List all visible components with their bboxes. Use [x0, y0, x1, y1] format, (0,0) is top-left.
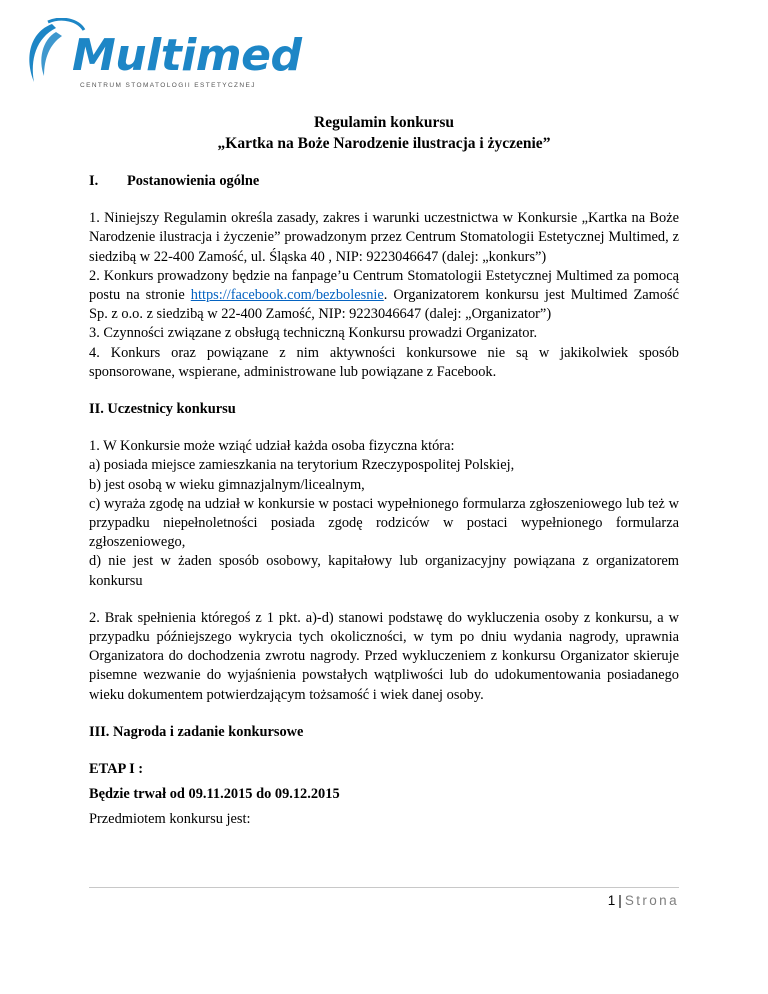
section-1-point-4: 4. Konkurs oraz powiązane z nim aktywności konkursowe nie są w jakikolwiek sposób sponsorowane, wspierane, administrowane lub powiązane z Facebook. [89, 344, 679, 380]
section-1-point-1: 1. Niniejszy Regulamin określa zasady, zakres i warunki uczestnictwa w Konkursie „Kartka na Boże Narodzenie ilustracja i życzenie” prowadzonym przez Centrum Stomatologii Estetycznej Multimed, z siedzibą w 22-400 Zamość, ul. Śląska 40 , NIP: 9223046647 (dalej: „konkurs”) [89, 210, 679, 265]
section-2-heading: II. Uczestnicy konkursu [89, 401, 236, 418]
page-footer [608, 893, 679, 908]
footer-divider [89, 887, 679, 888]
contest-subject: Przedmiotem konkursu jest: [89, 811, 251, 828]
section-2-body [89, 437, 679, 591]
section-2-item-d: d) nie jest w żaden sposób osobowy, kapitałowy lub organizacyjny powiązana z organizatorem konkursu [89, 553, 679, 589]
page-number: 1 [607, 893, 616, 908]
document-body [89, 112, 679, 830]
section-2-item-c: c) wyraża zgodę na udział w konkursie w postaci wypełnionego formularza zgłoszeniowego lub też w przypadku niepełnoletności posiada zgodę rodziców w postaci wypełnionego formularza zgłoszeniowego, [89, 495, 679, 551]
stage-label: ETAP I : [89, 761, 144, 778]
document-title: Regulamin konkursu [314, 114, 454, 131]
section-3-heading: III. Nagroda i zadanie konkursowe [89, 723, 304, 740]
section-2-intro: 1. W Konkursie może wziąć udział każda osoba fizyczna która: [89, 438, 455, 455]
section-1-body [89, 209, 679, 382]
section-1-point-2 [89, 267, 679, 325]
logo-wordmark: Multimed [72, 30, 302, 81]
facebook-link[interactable]: https://facebook.com/bezbolesnie [190, 287, 384, 304]
point-2-text-start: 2. Konkurs prowadzony będzie na fanpage’u Centrum Stomatologii Estetycznej Multimed za pomocą postu na stronie [89, 267, 679, 304]
section-1-point-3: 3. Czynności związane z obsługą techniczną Konkursu prowadzi Organizator. [89, 325, 538, 342]
logo-subtitle: CENTRUM STOMATOLOGII ESTETYCZNEJ [80, 82, 256, 89]
multimed-logo [22, 18, 302, 98]
point-2-text-end: . Organizatorem konkursu jest Multimed Zamość Sp. z o.o. z siedzibą w 22-400 Zamość, NIP: 9223046647 (dalej: „Organizator”) [89, 287, 679, 323]
section-2-point-2: 2. Brak spełnienia któregoś z 1 pkt. a)-d) stanowi podstawę do wykluczenia osoby z konkursu, a w przypadku późniejszego wykrycia tych okoliczności, w tym po dniu wydania nagrody, uprawnia Organizatora do dochodzenia zwrotu nagrody. Przed wykluczeniem z konkursu Organizator skieruje pisemne wezwanie do wyjaśnienia powstałych wątpliwości lub do udokumentowania posiadanego wieku dokumentem potwierdzającym tożsamość i wiek danej osoby. [89, 609, 679, 703]
section-2-item-a: a) posiada miejsce zamieszkania na terytorium Rzeczypospolitej Polskiej, [89, 457, 515, 474]
footer-separator: | [618, 893, 622, 908]
section-2-item-b: b) jest osobą w wieku gimnazjalnym/licealnym, [89, 476, 365, 493]
section-1-number: I. [89, 173, 99, 189]
document-subtitle: „Kartka na Boże Narodzenie ilustracja i życzenie” [217, 135, 551, 152]
page-label: Strona [624, 893, 679, 908]
stage-dates: Będzie trwał od 09.11.2015 do 09.12.2015 [89, 786, 340, 803]
section-1-heading [89, 172, 679, 191]
section-1-title: Postanowienia ogólne [127, 173, 260, 189]
